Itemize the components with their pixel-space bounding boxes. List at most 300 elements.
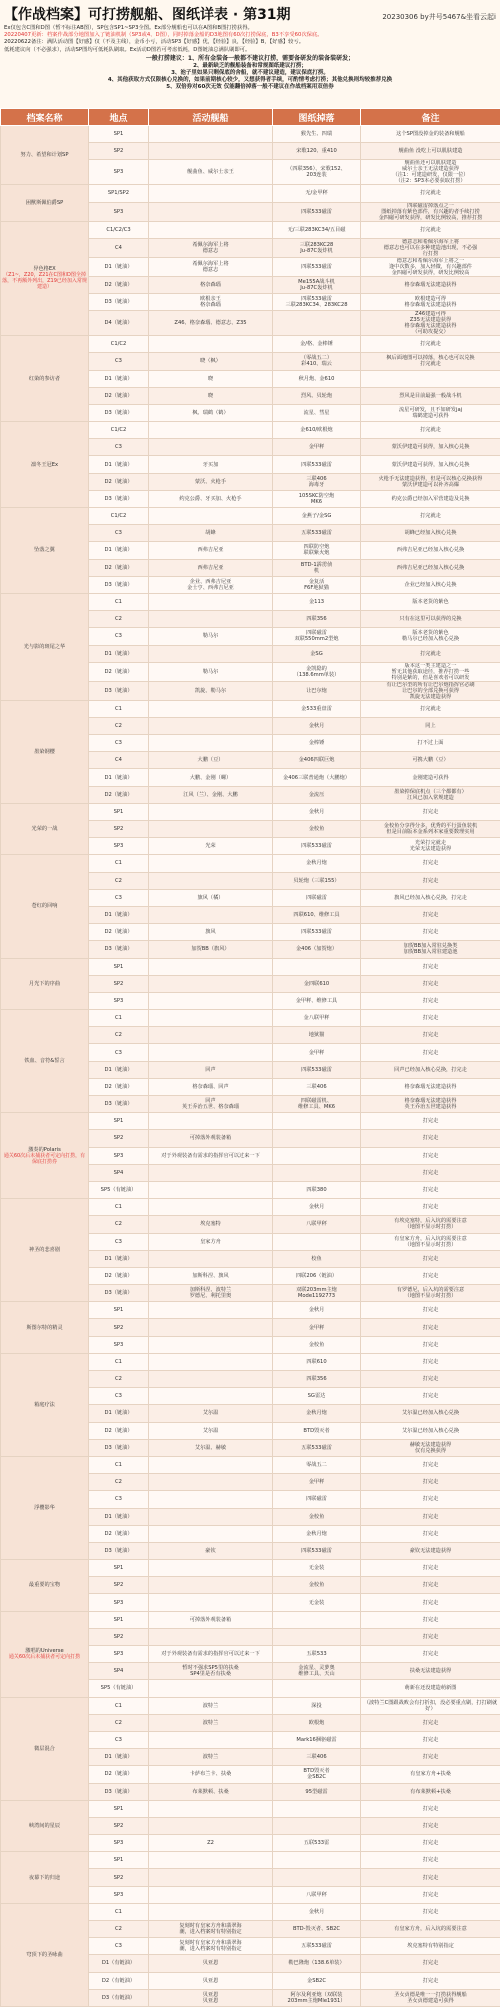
event-ships-cell: 希佩尔海军上将 德意志 bbox=[149, 238, 273, 257]
table-header-row bbox=[1, 109, 500, 126]
remarks-cell: 有皇家方舟+扶桑 bbox=[361, 1766, 500, 1783]
stage-cell: SP2 bbox=[89, 1577, 149, 1594]
remarks-cell: 打完走 bbox=[361, 1199, 500, 1216]
table-row bbox=[1, 1456, 500, 1473]
blueprint-drops-cell: BTD-毁灭者、SB2C bbox=[273, 1921, 361, 1938]
event-ships-cell: 回声 英王乔治五世、格奈森瑙 bbox=[149, 1096, 273, 1113]
blueprint-drops-cell: 金秋月炮 bbox=[273, 1525, 361, 1542]
event-ships-cell: 加贺BB（旗风） bbox=[149, 941, 273, 958]
remarks-cell: 流星可研发，且不如研发jaj 瑞鹤建造可获得 bbox=[361, 404, 500, 421]
stage-cell: SP1 bbox=[89, 126, 149, 143]
event-ships-cell bbox=[149, 1027, 273, 1044]
chapter-name: 穹顶下的圣咏曲 bbox=[26, 1952, 62, 1958]
chapter-name: 激唱的Universe bbox=[25, 1648, 63, 1654]
table-row bbox=[1, 221, 500, 238]
blueprint-drops-cell: 猴先生、四瑞 bbox=[273, 126, 361, 143]
remarks-cell: 蒙沃伊建造可获得，加入核心兑换 bbox=[361, 456, 500, 473]
event-ships-cell: 对于外观装备有需求的指挥官可以过来一下 bbox=[149, 1646, 273, 1663]
guide-header bbox=[0, 0, 500, 108]
event-ships-cell: 旗风 bbox=[149, 924, 273, 941]
stage-cell: D2（有链油） bbox=[89, 1972, 149, 1989]
stage-cell: D2（链油） bbox=[89, 559, 149, 576]
remarks-cell: 西弗吉尼亚已经加入核心兑换 bbox=[361, 542, 500, 559]
stage-cell: SP1/SP2 bbox=[89, 185, 149, 202]
table-row bbox=[1, 803, 500, 820]
blueprint-drops-cell: 五联533磁雷 bbox=[273, 525, 361, 542]
stage-cell: C3 bbox=[89, 1938, 149, 1955]
chapter-note: 通关60次后未捕获者可定向打捞 bbox=[2, 1654, 87, 1660]
event-ships-cell bbox=[149, 1474, 273, 1491]
stage-cell: C2 bbox=[89, 611, 149, 628]
blueprint-drops-cell: 五联533雷 bbox=[273, 1835, 361, 1852]
stage-cell: D2（链油） bbox=[89, 924, 149, 941]
remarks-cell: 加贺BB加入常驻兑换类 加贺BB加入常驻建造池 bbox=[361, 941, 500, 958]
stage-cell: C3 bbox=[89, 353, 149, 370]
blueprint-drops-cell: 四联磁雷 bbox=[273, 889, 361, 906]
remarks-cell: 打完走 bbox=[361, 1749, 500, 1766]
remarks-cell: 打完就走 bbox=[361, 645, 500, 662]
chapter-name: 红染的参访者 bbox=[29, 376, 60, 382]
event-ships-cell: 复刻时有皇家方舟和翡翠海 潮，进入档案时有特别指定 bbox=[149, 1938, 273, 1955]
remarks-cell: （波特兰C图跟战败会有打折扣，没必要重点刷，打打刷就好） bbox=[361, 1697, 500, 1714]
table-row bbox=[1, 1903, 500, 1920]
blueprint-drops-cell: 金校鱼 bbox=[273, 821, 361, 838]
event-ships-cell: 加斯科涅、波特兰 罗德尼、利托里奥 bbox=[149, 1285, 273, 1302]
event-ships-cell bbox=[149, 1508, 273, 1525]
chapter-name-cell bbox=[1, 1697, 89, 1800]
blueprint-drops-cell: 四联533磁雷 三联283KC34、283KC28 bbox=[273, 293, 361, 310]
event-ships-cell bbox=[149, 645, 273, 662]
blueprint-drops-cell: 95型磁雷 bbox=[273, 1783, 361, 1800]
stage-cell: D1（链油） bbox=[89, 370, 149, 387]
chapter-name: 铁血、音符&誓言 bbox=[24, 1058, 64, 1064]
stage-cell: C1 bbox=[89, 1353, 149, 1370]
remarks-cell: 打完就走 bbox=[361, 336, 500, 353]
chapter-name: 苍红的回响 bbox=[32, 903, 58, 909]
blueprint-drops-cell: 无/三联283KC34/五目磁 bbox=[273, 221, 361, 238]
remarks-cell: 蒙沃伊建造可获得，加入核心兑换 bbox=[361, 439, 500, 456]
stage-cell: SP5（有链油） bbox=[89, 1680, 149, 1697]
remarks-cell: 格奈森瑙无法建造获得 bbox=[361, 1078, 500, 1095]
chapter-name: 激奏的Polaris bbox=[28, 1147, 61, 1153]
event-ships-cell bbox=[149, 611, 273, 628]
blueprint-drops-cell: （四联356）、宋歌152、 203连装 bbox=[273, 160, 361, 185]
stage-cell: D1（链油） bbox=[89, 456, 149, 473]
event-ships-cell bbox=[149, 1371, 273, 1388]
blueprint-drops-cell: 四联610、维修工具 bbox=[273, 906, 361, 923]
remarks-cell: 打完走 bbox=[361, 872, 500, 889]
remarks-cell: 火枪手无法建造获得，但是可以核心兑换获得 蒙沃伊建造可以补齐高爆 bbox=[361, 473, 500, 490]
stage-cell: C4 bbox=[89, 752, 149, 769]
table-row bbox=[1, 1353, 500, 1370]
remarks-cell: 打完走 bbox=[361, 1336, 500, 1353]
blueprint-drops-cell: 金SG bbox=[273, 645, 361, 662]
remarks-cell: 扶桑无法建造获得 bbox=[361, 1663, 500, 1680]
blueprint-drops-cell: 三联406 海毒牙 bbox=[273, 473, 361, 490]
blueprint-drops-cell: 金八联甲秤 bbox=[273, 1010, 361, 1027]
blueprint-drops-cell: 无金装 bbox=[273, 1594, 361, 1611]
stage-cell: C2 bbox=[89, 1371, 149, 1388]
remarks-cell: 打完走 bbox=[361, 1181, 500, 1198]
event-ships-cell bbox=[149, 1164, 273, 1181]
intro-line: 20220407更新：档案作战部分地图加入了链油机制（SP3或4、D图），同时掉落金船的D3地图有60次打捞保底，B3不享受60次保底。 bbox=[4, 32, 496, 39]
chapter-name-cell bbox=[1, 1199, 89, 1302]
event-ships-cell: 豪钦 bbox=[149, 1542, 273, 1559]
stage-cell: C2 bbox=[89, 1216, 149, 1233]
blueprint-drops-cell: 地狱猫 bbox=[273, 1027, 361, 1044]
remarks-cell: 光荣打完就走 光荣无法建造获得 bbox=[361, 838, 500, 855]
chapter-name: 箱庭疗法 bbox=[34, 1402, 55, 1408]
blueprint-drops-cell bbox=[273, 1869, 361, 1886]
event-ships-cell: 欧根亲王 格奈森瑙 bbox=[149, 293, 273, 310]
event-ships-cell: 加斯科涅、旗风 bbox=[149, 1267, 273, 1284]
event-ships-cell bbox=[149, 855, 273, 872]
chapter-name: 困獸斯佩伯爵SP bbox=[26, 200, 64, 206]
stage-cell: SP2 bbox=[89, 1628, 149, 1645]
event-ships-cell: 埃克塞特 bbox=[149, 1216, 273, 1233]
remarks-cell: 舰曲鱼 没吃上可以肌肤建造 bbox=[361, 143, 500, 160]
event-ships-cell bbox=[149, 1199, 273, 1216]
chapter-name-cell bbox=[1, 1010, 89, 1113]
remarks-cell: 打完走 bbox=[361, 1852, 500, 1869]
event-ships-cell: 蒙沃、火枪手 bbox=[149, 473, 273, 490]
event-ships-cell bbox=[149, 1886, 273, 1903]
stage-cell: SP3 bbox=[89, 202, 149, 221]
blueprint-drops-cell bbox=[273, 1800, 361, 1817]
table-row bbox=[1, 1560, 500, 1577]
remarks-cell: 打完走 bbox=[361, 1800, 500, 1817]
chapter-name: 月光下的序曲 bbox=[29, 981, 60, 987]
event-ships-cell bbox=[149, 1903, 273, 1920]
remarks-cell: 赫敏无法建造获得 仅有兑换获得 bbox=[361, 1439, 500, 1456]
chapter-name: 异色格EX bbox=[33, 266, 55, 272]
table-body bbox=[1, 126, 500, 2007]
blueprint-drops-cell: 金533重盘雷 bbox=[273, 700, 361, 717]
event-ships-cell: 江风（兰）、金刚、大鹏 bbox=[149, 786, 273, 803]
event-ships-cell: 贝亚恩 贝亚恩 bbox=[149, 1989, 273, 2006]
remarks-cell: 打完走 bbox=[361, 1972, 500, 1989]
remarks-cell: 打完走 bbox=[361, 1817, 500, 1834]
stage-cell: D2（链油） bbox=[89, 662, 149, 681]
chapter-name: 浮樱影华 bbox=[34, 1505, 55, 1511]
event-ships-cell: 复刻时有皇家方舟和翡翠海 潮，进入档案时有特别指定 bbox=[149, 1921, 273, 1938]
event-ships-cell: 枫、瑞鹤（鹤） bbox=[149, 404, 273, 421]
chapter-name: 夜幕下的归途 bbox=[29, 1875, 60, 1881]
stage-cell: C1 bbox=[89, 1010, 149, 1027]
remarks-cell: 打完走 bbox=[361, 992, 500, 1009]
advice-title: 一般打捞建议：1、所有金装备一般都不建议打捞，需要备研发的装备装研发； bbox=[4, 55, 496, 63]
blueprint-drops-cell: 105SKC防空炮 MK6 bbox=[273, 490, 361, 507]
blueprint-drops-cell: 金406四联巨炮 bbox=[273, 752, 361, 769]
remarks-cell: 有罗德尼，后入坑的需要注意 （地图不显示时打捞） bbox=[361, 1285, 500, 1302]
blueprint-drops-cell: 金四联610 bbox=[273, 975, 361, 992]
chapter-name-cell bbox=[1, 1852, 89, 1904]
stage-cell: C2 bbox=[89, 1714, 149, 1731]
stage-cell: D1（链油） bbox=[89, 1250, 149, 1267]
stage-cell: D2（链油） bbox=[89, 1525, 149, 1542]
remarks-cell: 打完走 bbox=[361, 1456, 500, 1473]
chapter-name: 坠落之翼 bbox=[34, 547, 55, 553]
event-ships-cell: 可掉落外观装备箱 bbox=[149, 1611, 273, 1628]
event-ships-cell: 企业、西弗吉尼亚 金士亨、西弗吉尼亚 bbox=[149, 576, 273, 593]
event-ships-cell: 凯旋、勒马尔 bbox=[149, 681, 273, 700]
blueprint-drops-cell: 三联406 bbox=[273, 1078, 361, 1095]
blueprint-drops-cell bbox=[273, 1233, 361, 1250]
remarks-cell: 打完走 bbox=[361, 1113, 500, 1130]
stage-cell: D2（链油） bbox=[89, 276, 149, 293]
remarks-cell: 豪钦无法建造获得 bbox=[361, 1542, 500, 1559]
remarks-cell: 版本老货的紫色 勒马尔已经加入核心兑换 bbox=[361, 628, 500, 645]
blueprint-drops-cell: 四联206（链油） bbox=[273, 1267, 361, 1284]
stage-cell: C3 bbox=[89, 1388, 149, 1405]
stage-cell: SP3 bbox=[89, 1835, 149, 1852]
event-ships-cell: 牙买加 bbox=[149, 456, 273, 473]
chapter-name: 光荣的一战 bbox=[32, 826, 58, 832]
stage-cell: D3（链油） bbox=[89, 1285, 149, 1302]
stage-cell: SP3 bbox=[89, 1646, 149, 1663]
blueprint-drops-cell: 八联甲秤 bbox=[273, 1216, 361, 1233]
stage-cell: C1/C2/C3 bbox=[89, 221, 149, 238]
remarks-cell: 打完走 bbox=[361, 1388, 500, 1405]
stage-cell: D2（链油） bbox=[89, 1267, 149, 1284]
blueprint-drops-cell bbox=[273, 958, 361, 975]
event-ships-cell bbox=[149, 1336, 273, 1353]
event-ships-cell bbox=[149, 1319, 273, 1336]
table-row bbox=[1, 1010, 500, 1027]
blueprint-drops-cell: 金甲秤 bbox=[273, 1319, 361, 1336]
event-ships-cell bbox=[149, 1869, 273, 1886]
blueprint-drops-cell: 金秋月 bbox=[273, 717, 361, 734]
chapter-name-cell bbox=[1, 700, 89, 803]
chapter-name-cell bbox=[1, 1611, 89, 1697]
stage-cell: SP3 bbox=[89, 1336, 149, 1353]
remarks-cell: 打完走 bbox=[361, 1869, 500, 1886]
event-ships-cell bbox=[149, 1680, 273, 1697]
event-ships-cell bbox=[149, 1817, 273, 1834]
blueprint-drops-cell bbox=[273, 1147, 361, 1164]
blueprint-drops-cell: 金秋月 bbox=[273, 803, 361, 820]
event-ships-cell bbox=[149, 221, 273, 238]
table-row bbox=[1, 1302, 500, 1319]
stage-cell: C1 bbox=[89, 593, 149, 610]
remarks-cell: 金刚建造可获得 bbox=[361, 769, 500, 786]
stage-cell: SP1 bbox=[89, 803, 149, 820]
blueprint-drops-cell: 四联533磁雷 bbox=[273, 456, 361, 473]
chapter-name: 努力、希望和计划SP bbox=[21, 152, 69, 158]
remarks-cell bbox=[361, 370, 500, 387]
chapter-name: 最重要的宝物 bbox=[29, 1582, 60, 1588]
remarks-cell: 枫后面地图可以掉落，核心也可以兑换 打完就走 bbox=[361, 353, 500, 370]
stage-cell: SP2 bbox=[89, 821, 149, 838]
event-ships-cell bbox=[149, 872, 273, 889]
stage-cell: D2（链油） bbox=[89, 473, 149, 490]
blueprint-drops-cell: 秋月炮、金610 bbox=[273, 370, 361, 387]
stage-cell: C1 bbox=[89, 1456, 149, 1473]
table-row bbox=[1, 422, 500, 439]
event-ships-cell: 波特兰 bbox=[149, 1714, 273, 1731]
stage-cell: D3（链油） bbox=[89, 293, 149, 310]
remarks-cell: 打完走 bbox=[361, 1714, 500, 1731]
chapter-name-cell bbox=[1, 508, 89, 594]
advice-line: 3、池子里如果只剩保底的舍船，就不建议建造，建议保底打捞。 bbox=[4, 70, 496, 77]
stage-cell: SP2 bbox=[89, 1869, 149, 1886]
stage-cell: D2（链油） bbox=[89, 1766, 149, 1783]
stage-cell: D3（链油） bbox=[89, 1783, 149, 1800]
event-ships-cell: 波特兰 bbox=[149, 1749, 273, 1766]
stage-cell: D3（有链油） bbox=[89, 1989, 149, 2006]
stage-cell: SP1 bbox=[89, 958, 149, 975]
event-ships-cell bbox=[149, 1113, 273, 1130]
remarks-cell: 有让巴尔型的所有让巴尔炮指挥官必刷 让巴尔的全部兑换可获得 凯旋无法建造获得 bbox=[361, 681, 500, 700]
advice-list bbox=[4, 63, 496, 91]
remarks-cell: 埃克塞特有特别指定 bbox=[361, 1938, 500, 1955]
event-ships-cell: 卡萨布兰卡、扶桑 bbox=[149, 1766, 273, 1783]
remarks-cell: 打完走 bbox=[361, 1353, 500, 1370]
event-ships-cell bbox=[149, 439, 273, 456]
stage-cell: C3 bbox=[89, 1491, 149, 1508]
stage-cell: C1 bbox=[89, 855, 149, 872]
blueprint-drops-cell: 四联533磁雷 bbox=[273, 838, 361, 855]
event-ships-cell bbox=[149, 958, 273, 975]
blueprint-drops-cell: 金校鱼 bbox=[273, 1577, 361, 1594]
remarks-cell: 有布莱默顿+扶桑 bbox=[361, 1783, 500, 1800]
blueprint-drops-cell: 金秋月 bbox=[273, 1903, 361, 1920]
column-header: 档案名称 bbox=[1, 109, 89, 126]
advice-line: 4、其他获取方式仅限核心兑换的，如果前期核心较少，又想获得者手续，可酌情考虑打捞；其他兑换则均较推荐兑换 bbox=[4, 77, 496, 84]
blueprint-drops-cell bbox=[273, 1852, 361, 1869]
event-ships-cell: Z46、格奈森瑙、德意志、Z35 bbox=[149, 311, 273, 336]
chapter-name-cell bbox=[1, 336, 89, 422]
stage-cell: SP1 bbox=[89, 1611, 149, 1628]
blueprint-drops-cell: 金秋月炮 bbox=[273, 1405, 361, 1422]
stage-cell: C3 bbox=[89, 889, 149, 906]
stage-cell: C3 bbox=[89, 525, 149, 542]
date-author: 20230306 by井号5467&坐看云起i bbox=[382, 12, 496, 22]
stage-cell: D2（链油） bbox=[89, 1078, 149, 1095]
remarks-cell: 四联磁雷掉落点之一 图纸掉落有紫色部件，有兴趣的者手续打捞 金四磁可研发获得，研发比例较高，推荐打捞 bbox=[361, 202, 500, 221]
stage-cell: D1（链油） bbox=[89, 1508, 149, 1525]
chapter-name: 凛冬王冠Ex bbox=[31, 462, 58, 468]
table-row bbox=[1, 593, 500, 610]
stage-cell: D3（链油） bbox=[89, 490, 149, 507]
remarks-cell: 打完就走 bbox=[361, 700, 500, 717]
remarks-cell: 格奈森瑙无法建造获得 英王乔治五世建造获得 bbox=[361, 1096, 500, 1113]
remarks-cell: 打完就走 bbox=[361, 508, 500, 525]
stage-cell: SP2 bbox=[89, 1817, 149, 1834]
blueprint-drops-cell: 金SB2C bbox=[273, 1972, 361, 1989]
stage-cell: C3 bbox=[89, 1233, 149, 1250]
stage-cell: D2（链油） bbox=[89, 786, 149, 803]
chapter-name: 微层混合 bbox=[34, 1746, 55, 1752]
stage-cell: D1（有链油） bbox=[89, 1955, 149, 1972]
event-ships-cell bbox=[149, 717, 273, 734]
remarks-cell: 打完走 bbox=[361, 958, 500, 975]
advice-line: 2、最新缺乏的舰船装备和常规图纸建议打捞； bbox=[4, 63, 496, 70]
stage-cell: C3 bbox=[89, 735, 149, 752]
stage-cell: C2 bbox=[89, 1921, 149, 1938]
event-ships-cell bbox=[149, 975, 273, 992]
blueprint-drops-cell bbox=[273, 1130, 361, 1147]
blueprint-drops-cell: Mark16捆驱磁雷 bbox=[273, 1731, 361, 1748]
event-ships-cell: 晓 bbox=[149, 387, 273, 404]
stage-cell: SP1 bbox=[89, 1302, 149, 1319]
stage-cell: SP3 bbox=[89, 1594, 149, 1611]
blueprint-drops-cell: 金流压 bbox=[273, 786, 361, 803]
stage-cell: D4（链油） bbox=[89, 311, 149, 336]
remarks-cell: 回声已经加入核心兑换，打完走 bbox=[361, 1061, 500, 1078]
remarks-cell: 有皇家方舟，后入坑的需要注意 （地图不显示时打捞） bbox=[361, 1233, 500, 1250]
stage-cell: SP2 bbox=[89, 1319, 149, 1336]
event-ships-cell: 布莱默顿、扶桑 bbox=[149, 1783, 273, 1800]
blueprint-drops-cell: 四联磁雷机、 维修工具、MK6 bbox=[273, 1096, 361, 1113]
blueprint-drops-cell: 勒巴隆炮（138.6单装） bbox=[273, 1955, 361, 1972]
event-ships-cell: 晓 bbox=[149, 370, 273, 387]
blueprint-drops-cell: 四联磁雷 双联550mm2型炮 bbox=[273, 628, 361, 645]
event-ships-cell bbox=[149, 185, 273, 202]
blueprint-drops-cell: BTD毁灭者 bbox=[273, 1422, 361, 1439]
remarks-cell: 打不过上面 bbox=[361, 735, 500, 752]
blueprint-drops-cell bbox=[273, 1611, 361, 1628]
stage-cell: D3（链油） bbox=[89, 576, 149, 593]
event-ships-cell: 希佩尔海军上将 德意志 bbox=[149, 257, 273, 276]
event-ships-cell bbox=[149, 1353, 273, 1370]
remarks-cell: Z46建造可得 Z35无法建造获得 格奈森瑙无法建造获得 （可助攻提交） bbox=[361, 311, 500, 336]
page-title: 【作战档案】可打捞舰船、图纸详表 · 第31期 bbox=[4, 4, 291, 24]
table-row bbox=[1, 126, 500, 143]
event-ships-cell: 勒马尔 bbox=[149, 628, 273, 645]
stage-cell: C2 bbox=[89, 717, 149, 734]
event-ships-cell bbox=[149, 1388, 273, 1405]
event-ships-cell bbox=[149, 1525, 273, 1542]
stage-cell: C3 bbox=[89, 1731, 149, 1748]
stage-cell: SP3 bbox=[89, 160, 149, 185]
stage-cell: D1（链油） bbox=[89, 769, 149, 786]
event-ships-cell bbox=[149, 336, 273, 353]
blueprint-drops-cell: 四联356 bbox=[273, 1371, 361, 1388]
table-row bbox=[1, 1611, 500, 1628]
stage-cell: C2 bbox=[89, 1474, 149, 1491]
table-row bbox=[1, 700, 500, 717]
blueprint-drops-cell: 金校鱼 bbox=[273, 1336, 361, 1353]
event-ships-cell: 暂时不强求SP5里的扶桑 SP4里是否有扶桑 bbox=[149, 1663, 273, 1680]
blueprint-drops-cell: 四联380 bbox=[273, 1181, 361, 1198]
event-ships-cell: 格奈森瑙 bbox=[149, 276, 273, 293]
event-ships-cell: 可掉落外观装备箱 bbox=[149, 1130, 273, 1147]
chapter-name-cell bbox=[1, 422, 89, 508]
intro-line: 低耗建议向（不必强求），活动SP图均可低耗队刷取。Ex活动D图若可考虑低耗，D图链油总满队刷即可。 bbox=[4, 47, 496, 54]
remarks-cell: 德意志和希佩尔海军上将 德意志也可以在多种建造池出现，不必强 行打捞 bbox=[361, 238, 500, 257]
stage-cell: SP3 bbox=[89, 1147, 149, 1164]
remarks-cell: 打完走 bbox=[361, 906, 500, 923]
stage-cell: SP3 bbox=[89, 838, 149, 855]
stage-cell: D3（链油） bbox=[89, 1439, 149, 1456]
title-row bbox=[4, 4, 496, 24]
chapter-name-cell bbox=[1, 185, 89, 221]
stage-cell: SP1 bbox=[89, 1560, 149, 1577]
event-ships-cell: 对于外观装备有需求的指挥官可以过来一下 bbox=[149, 1147, 273, 1164]
remarks-cell: 打完走 bbox=[361, 1010, 500, 1027]
stage-cell: C3 bbox=[89, 439, 149, 456]
blueprint-drops-cell: 无金装 bbox=[273, 1560, 361, 1577]
blueprint-drops-cell: 流星、彗星 bbox=[273, 404, 361, 421]
stage-cell: D1（链油） bbox=[89, 542, 149, 559]
remarks-cell: 艾尔温已经加入核心兑换 bbox=[361, 1422, 500, 1439]
stage-cell: SP3 bbox=[89, 1886, 149, 1903]
event-ships-cell bbox=[149, 422, 273, 439]
stage-cell: SP2 bbox=[89, 975, 149, 992]
chapter-name-cell bbox=[1, 1302, 89, 1354]
stage-cell: SP5（有链油） bbox=[89, 1181, 149, 1198]
